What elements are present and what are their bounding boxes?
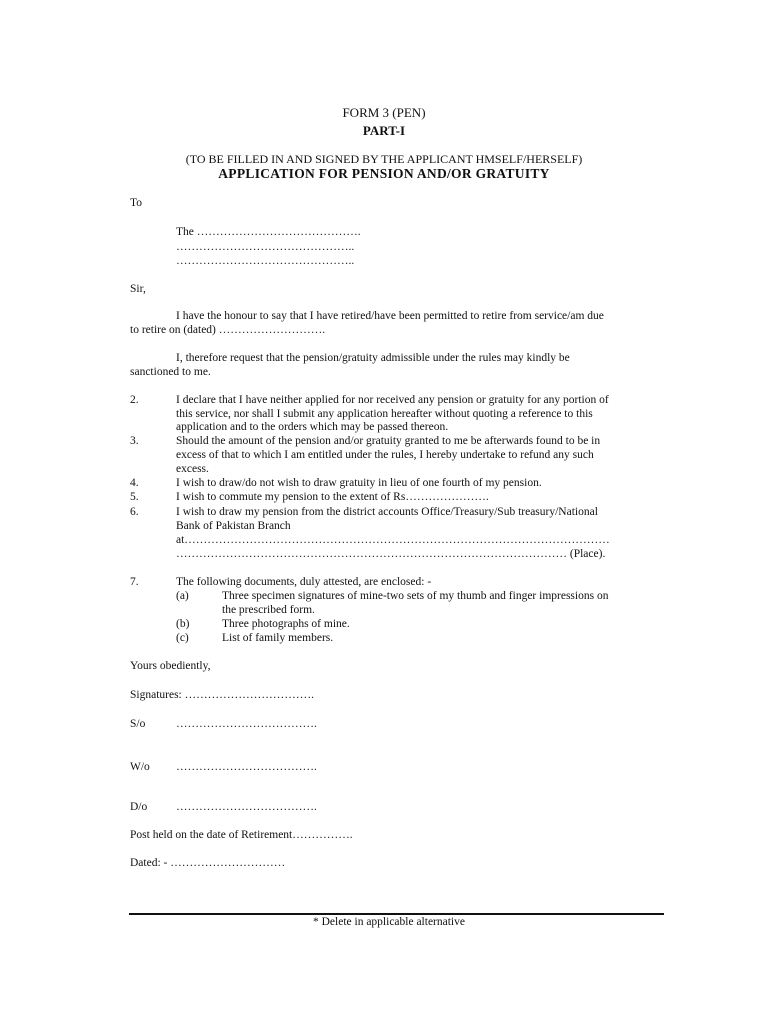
sub-item-a-line-2: the prescribed form. (222, 604, 315, 616)
item-4-line-1: I wish to draw/do not wish to draw gratuity in lieu of one fourth of my pension. (176, 477, 542, 489)
item-3-line-3: excess. (176, 463, 209, 475)
item-3-line-2: excess of that to which I am entitled under the rules, I hereby undertake to refund any such (176, 449, 594, 461)
item-5-line-1: I wish to commute my pension to the extent of Rs…………………. (176, 491, 489, 503)
wo-field: ………………………………. (176, 761, 317, 773)
item-6-line-3: at………………………………………………………………………………………………… (176, 534, 610, 546)
footer-note: * Delete in applicable alternative (313, 916, 465, 928)
item-6-number: 6. (130, 506, 139, 518)
address-line-3: ……………………………………….. (176, 255, 355, 267)
do-field: ………………………………. (176, 801, 317, 813)
do-label: D/o (130, 801, 148, 813)
sub-item-a-line-1: Three specimen signatures of mine-two sets of my thumb and finger impressions on (222, 590, 609, 602)
wo-label: W/o (130, 761, 150, 773)
form-instruction: (TO BE FILLED IN AND SIGNED BY THE APPLICANT HMSELF/HERSELF) (185, 152, 583, 166)
sub-item-c-letter: (c) (176, 632, 189, 644)
item-2-number: 2. (130, 394, 139, 406)
paragraph-1-line-1: I have the honour to say that I have retired/have been permitted to retire from service/am due (176, 310, 604, 322)
form-part: PART-I (362, 123, 406, 138)
item-2-line-1: I declare that I have neither applied for nor received any pension or gratuity for any portion of (176, 394, 609, 406)
paragraph-2-line-1: I, therefore request that the pension/gratuity admissible under the rules may kindly be (176, 352, 570, 364)
post-held-field: Post held on the date of Retirement……………. (130, 829, 353, 841)
footer-divider (129, 913, 664, 915)
item-6-line-4: ………………………………………………………………………………………… (Place). (176, 548, 606, 560)
address-to: To (130, 197, 142, 209)
address-the-line: The ……………………………………. (176, 226, 361, 238)
sub-item-a-letter: (a) (176, 590, 189, 602)
item-5-number: 5. (130, 491, 139, 503)
signatures-field: Signatures: ……………………………. (130, 689, 314, 701)
item-2-line-3: application and to the orders which may be passed thereon. (176, 421, 449, 433)
paragraph-1-line-2: to retire on (dated) ………………………. (130, 324, 326, 336)
so-field: ………………………………. (176, 718, 317, 730)
item-3-line-1: Should the amount of the pension and/or gratuity granted to me be afterwards found to be in (176, 435, 601, 447)
item-2-line-2: this service, nor shall I submit any application hereafter without quoting a reference to this (176, 408, 593, 420)
dated-field: Dated: - ………………………… (130, 857, 286, 869)
item-6-line-1: I wish to draw my pension from the district accounts Office/Treasury/Sub treasury/National (176, 506, 598, 518)
sub-item-c-line-1: List of family members. (222, 632, 334, 644)
item-7-number: 7. (130, 576, 139, 588)
salutation: Sir, (130, 283, 146, 295)
item-3-number: 3. (130, 435, 139, 447)
so-label: S/o (130, 718, 146, 730)
form-title: APPLICATION FOR PENSION AND/OR GRATUITY (218, 166, 550, 181)
item-4-number: 4. (130, 477, 139, 489)
yours-obediently: Yours obediently, (130, 660, 211, 672)
item-7-line-1: The following documents, duly attested, are enclosed: - (176, 576, 432, 588)
sub-item-b-letter: (b) (176, 618, 190, 630)
item-6-line-2: Bank of Pakistan Branch (176, 520, 291, 532)
sub-item-b-line-1: Three photographs of mine. (222, 618, 350, 630)
address-line-2: ……………………………………….. (176, 241, 355, 253)
paragraph-2-line-2: sanctioned to me. (130, 366, 211, 378)
form-number: FORM 3 (PEN) (342, 105, 426, 120)
